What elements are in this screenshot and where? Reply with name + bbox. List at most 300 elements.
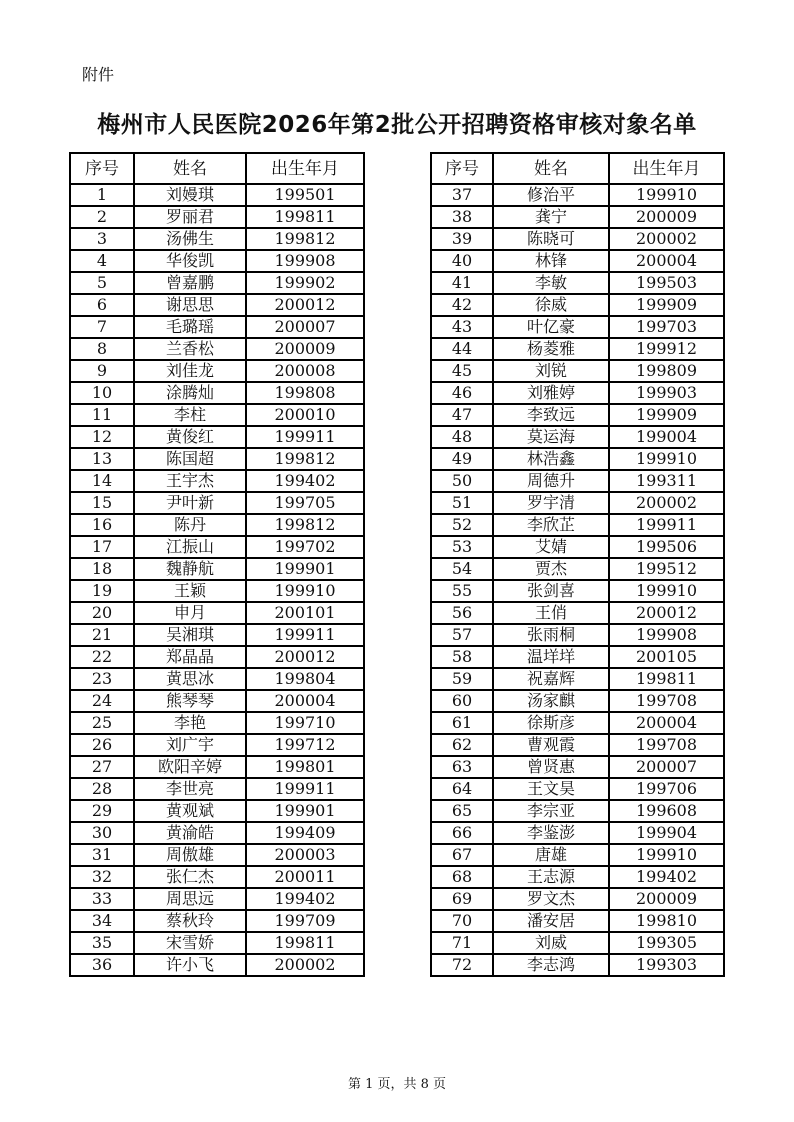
cell-birth: 199709 [246, 910, 364, 932]
cell-no: 50 [431, 470, 493, 492]
cell-name: 修治平 [493, 184, 609, 206]
cell-birth: 199703 [609, 316, 724, 338]
table-row [70, 426, 364, 448]
cell-birth: 200002 [246, 954, 364, 976]
cell-no: 59 [431, 668, 493, 690]
cell-birth: 199811 [246, 206, 364, 228]
cell-name: 徐斯彦 [493, 712, 609, 734]
cell-name: 周傲雄 [134, 844, 246, 866]
cell-name: 黄观斌 [134, 800, 246, 822]
cell-name: 艾婧 [493, 536, 609, 558]
cell-birth: 199901 [246, 558, 364, 580]
cell-birth: 200002 [609, 228, 724, 250]
cell-name: 张仁杰 [134, 866, 246, 888]
cell-name: 许小飞 [134, 954, 246, 976]
cell-birth: 199708 [609, 690, 724, 712]
cell-name: 宋雪娇 [134, 932, 246, 954]
cell-no: 17 [70, 536, 134, 558]
cell-birth: 199808 [246, 382, 364, 404]
cell-name: 张剑喜 [493, 580, 609, 602]
cell-name: 祝嘉辉 [493, 668, 609, 690]
cell-birth: 199812 [246, 514, 364, 536]
cell-no: 15 [70, 492, 134, 514]
table-row [431, 294, 724, 316]
cell-birth: 200009 [609, 206, 724, 228]
cell-birth: 199911 [246, 624, 364, 646]
cell-birth: 199904 [609, 822, 724, 844]
cell-birth: 200010 [246, 404, 364, 426]
cell-birth: 199705 [246, 492, 364, 514]
cell-no: 26 [70, 734, 134, 756]
cell-birth: 199911 [609, 514, 724, 536]
cell-no: 13 [70, 448, 134, 470]
table-row [431, 426, 724, 448]
cell-name: 刘雅婷 [493, 382, 609, 404]
cell-name: 刘佳龙 [134, 360, 246, 382]
cell-name: 周思远 [134, 888, 246, 910]
cell-birth: 199910 [609, 448, 724, 470]
cell-no: 28 [70, 778, 134, 800]
cell-name: 周德升 [493, 470, 609, 492]
cell-birth: 200105 [609, 646, 724, 668]
cell-name: 潘安居 [493, 910, 609, 932]
cell-no: 37 [431, 184, 493, 206]
table-row [431, 448, 724, 470]
cell-birth: 199810 [609, 910, 724, 932]
cell-birth: 199811 [246, 932, 364, 954]
cell-birth: 199702 [246, 536, 364, 558]
table-row [431, 602, 724, 624]
cell-name: 李宗亚 [493, 800, 609, 822]
cell-name: 陈国超 [134, 448, 246, 470]
cell-name: 尹叶新 [134, 492, 246, 514]
table-row [431, 184, 724, 206]
cell-no: 3 [70, 228, 134, 250]
cell-no: 56 [431, 602, 493, 624]
cell-birth: 200007 [609, 756, 724, 778]
cell-birth: 199608 [609, 800, 724, 822]
cell-no: 1 [70, 184, 134, 206]
attachment-label: 附件 [82, 65, 115, 84]
cell-name: 叶亿豪 [493, 316, 609, 338]
cell-birth: 199305 [609, 932, 724, 954]
cell-no: 64 [431, 778, 493, 800]
header-birth: 出生年月 [609, 153, 724, 184]
cell-no: 31 [70, 844, 134, 866]
table-row [70, 932, 364, 954]
cell-birth: 199409 [246, 822, 364, 844]
table-row [431, 382, 724, 404]
cell-name: 兰香松 [134, 338, 246, 360]
cell-name: 申月 [134, 602, 246, 624]
table-row [431, 206, 724, 228]
cell-birth: 200008 [246, 360, 364, 382]
cell-name: 王志源 [493, 866, 609, 888]
cell-birth: 200101 [246, 602, 364, 624]
cell-no: 7 [70, 316, 134, 338]
cell-name: 曾嘉鹏 [134, 272, 246, 294]
table-row [431, 228, 724, 250]
cell-no: 5 [70, 272, 134, 294]
table-row [431, 316, 724, 338]
cell-no: 18 [70, 558, 134, 580]
table-row [431, 580, 724, 602]
table-row [431, 756, 724, 778]
table-row [431, 822, 724, 844]
cell-birth: 199910 [609, 184, 724, 206]
table-row [431, 910, 724, 932]
cell-no: 41 [431, 272, 493, 294]
table-row [70, 822, 364, 844]
cell-no: 51 [431, 492, 493, 514]
cell-no: 55 [431, 580, 493, 602]
cell-birth: 199909 [609, 294, 724, 316]
cell-birth: 199712 [246, 734, 364, 756]
cell-name: 谢思思 [134, 294, 246, 316]
table-row [70, 514, 364, 536]
header-no: 序号 [431, 153, 493, 184]
table-row [70, 668, 364, 690]
cell-no: 32 [70, 866, 134, 888]
cell-name: 熊琴琴 [134, 690, 246, 712]
cell-no: 6 [70, 294, 134, 316]
cell-birth: 199812 [246, 228, 364, 250]
cell-birth: 200004 [246, 690, 364, 712]
table-row [70, 272, 364, 294]
table-row [70, 602, 364, 624]
cell-name: 华俊凯 [134, 250, 246, 272]
cell-birth: 199503 [609, 272, 724, 294]
cell-birth: 199908 [246, 250, 364, 272]
cell-birth: 199402 [246, 470, 364, 492]
table-row [431, 800, 724, 822]
cell-no: 57 [431, 624, 493, 646]
cell-birth: 199902 [246, 272, 364, 294]
table-row [431, 250, 724, 272]
cell-name: 杨菱雅 [493, 338, 609, 360]
cell-name: 张雨桐 [493, 624, 609, 646]
candidate-table-right [430, 152, 725, 977]
cell-name: 李鉴澎 [493, 822, 609, 844]
cell-name: 龚宁 [493, 206, 609, 228]
cell-birth: 199801 [246, 756, 364, 778]
cell-birth: 200004 [609, 250, 724, 272]
cell-birth: 199911 [246, 426, 364, 448]
table-row [70, 382, 364, 404]
page-title: 梅州市人民医院2026年第2批公开招聘资格审核对象名单 [97, 112, 697, 138]
cell-no: 11 [70, 404, 134, 426]
cell-birth: 200009 [609, 888, 724, 910]
table-row [431, 690, 724, 712]
cell-no: 48 [431, 426, 493, 448]
cell-no: 23 [70, 668, 134, 690]
cell-no: 72 [431, 954, 493, 976]
table-row [70, 712, 364, 734]
cell-no: 39 [431, 228, 493, 250]
cell-name: 王宇杰 [134, 470, 246, 492]
cell-name: 王俏 [493, 602, 609, 624]
cell-birth: 200011 [246, 866, 364, 888]
cell-no: 30 [70, 822, 134, 844]
cell-birth: 199910 [609, 844, 724, 866]
cell-no: 14 [70, 470, 134, 492]
table-row [431, 844, 724, 866]
header-name: 姓名 [134, 153, 246, 184]
cell-name: 汤佛生 [134, 228, 246, 250]
cell-name: 魏静航 [134, 558, 246, 580]
cell-name: 刘锐 [493, 360, 609, 382]
table-row [70, 866, 364, 888]
cell-no: 54 [431, 558, 493, 580]
cell-name: 王颖 [134, 580, 246, 602]
cell-birth: 199804 [246, 668, 364, 690]
cell-no: 33 [70, 888, 134, 910]
table-row [70, 800, 364, 822]
cell-no: 69 [431, 888, 493, 910]
table-row [70, 756, 364, 778]
cell-no: 21 [70, 624, 134, 646]
cell-birth: 199908 [609, 624, 724, 646]
cell-no: 45 [431, 360, 493, 382]
cell-name: 刘广宇 [134, 734, 246, 756]
cell-name: 王文昊 [493, 778, 609, 800]
table-row [431, 492, 724, 514]
cell-name: 李志鸿 [493, 954, 609, 976]
cell-name: 李敏 [493, 272, 609, 294]
table-row [431, 734, 724, 756]
cell-no: 34 [70, 910, 134, 932]
cell-no: 71 [431, 932, 493, 954]
cell-birth: 200002 [609, 492, 724, 514]
cell-no: 65 [431, 800, 493, 822]
cell-no: 4 [70, 250, 134, 272]
cell-name: 涂腾灿 [134, 382, 246, 404]
cell-no: 8 [70, 338, 134, 360]
cell-birth: 199501 [246, 184, 364, 206]
cell-no: 61 [431, 712, 493, 734]
cell-name: 黄思冰 [134, 668, 246, 690]
table-row [70, 646, 364, 668]
cell-name: 罗文杰 [493, 888, 609, 910]
table-row [70, 228, 364, 250]
cell-birth: 200012 [609, 602, 724, 624]
cell-name: 曾贤惠 [493, 756, 609, 778]
table-row [70, 250, 364, 272]
table-row [431, 646, 724, 668]
cell-no: 53 [431, 536, 493, 558]
table-row [70, 580, 364, 602]
page-footer: 第 1 页，共 8 页 [347, 1077, 447, 1092]
cell-no: 63 [431, 756, 493, 778]
cell-name: 曹观霞 [493, 734, 609, 756]
cell-no: 35 [70, 932, 134, 954]
table-row [431, 712, 724, 734]
table-row [70, 778, 364, 800]
cell-name: 温垟垟 [493, 646, 609, 668]
header-no: 序号 [70, 153, 134, 184]
table-row [431, 888, 724, 910]
cell-no: 9 [70, 360, 134, 382]
cell-name: 李世亮 [134, 778, 246, 800]
table-row [70, 404, 364, 426]
cell-name: 郑晶晶 [134, 646, 246, 668]
table-row [70, 470, 364, 492]
cell-no: 47 [431, 404, 493, 426]
cell-name: 欧阳辛婷 [134, 756, 246, 778]
cell-birth: 199004 [609, 426, 724, 448]
cell-name: 吴湘琪 [134, 624, 246, 646]
table-row [70, 536, 364, 558]
table-row [70, 844, 364, 866]
cell-no: 68 [431, 866, 493, 888]
table-header-row [431, 153, 724, 184]
cell-name: 刘威 [493, 932, 609, 954]
table-row [70, 184, 364, 206]
cell-birth: 199303 [609, 954, 724, 976]
table-row [431, 932, 724, 954]
cell-no: 38 [431, 206, 493, 228]
cell-name: 黄渝皓 [134, 822, 246, 844]
table-row [431, 558, 724, 580]
cell-name: 黄俊红 [134, 426, 246, 448]
cell-birth: 200012 [246, 646, 364, 668]
cell-birth: 199812 [246, 448, 364, 470]
table-row [431, 514, 724, 536]
cell-birth: 199512 [609, 558, 724, 580]
cell-name: 李艳 [134, 712, 246, 734]
table-row [70, 558, 364, 580]
cell-no: 25 [70, 712, 134, 734]
table-row [70, 294, 364, 316]
cell-no: 12 [70, 426, 134, 448]
table-row [70, 316, 364, 338]
cell-no: 52 [431, 514, 493, 536]
table-row [70, 910, 364, 932]
table-row [431, 470, 724, 492]
table-header-row [70, 153, 364, 184]
cell-name: 罗丽君 [134, 206, 246, 228]
cell-name: 李致远 [493, 404, 609, 426]
cell-birth: 200009 [246, 338, 364, 360]
cell-no: 40 [431, 250, 493, 272]
table-row [70, 734, 364, 756]
cell-name: 刘嫚琪 [134, 184, 246, 206]
cell-birth: 199811 [609, 668, 724, 690]
table-row [70, 448, 364, 470]
table-row [431, 272, 724, 294]
cell-birth: 199706 [609, 778, 724, 800]
cell-no: 67 [431, 844, 493, 866]
cell-name: 汤家麒 [493, 690, 609, 712]
cell-no: 22 [70, 646, 134, 668]
cell-birth: 199910 [246, 580, 364, 602]
cell-birth: 200004 [609, 712, 724, 734]
table-row [431, 866, 724, 888]
cell-no: 10 [70, 382, 134, 404]
table-row [431, 624, 724, 646]
candidate-table-left [69, 152, 365, 977]
cell-name: 徐威 [493, 294, 609, 316]
table-row [70, 338, 364, 360]
table-row [70, 492, 364, 514]
cell-no: 16 [70, 514, 134, 536]
cell-birth: 199911 [246, 778, 364, 800]
table-row [70, 888, 364, 910]
cell-name: 蔡秋玲 [134, 910, 246, 932]
cell-no: 66 [431, 822, 493, 844]
table-row [431, 360, 724, 382]
cell-no: 27 [70, 756, 134, 778]
cell-name: 莫运海 [493, 426, 609, 448]
cell-no: 49 [431, 448, 493, 470]
cell-birth: 199311 [609, 470, 724, 492]
cell-birth: 199506 [609, 536, 724, 558]
cell-name: 罗宇清 [493, 492, 609, 514]
cell-birth: 199901 [246, 800, 364, 822]
cell-no: 2 [70, 206, 134, 228]
cell-no: 20 [70, 602, 134, 624]
table-row [70, 690, 364, 712]
header-name: 姓名 [493, 153, 609, 184]
cell-birth: 199910 [609, 580, 724, 602]
table-row [431, 536, 724, 558]
cell-birth: 199402 [246, 888, 364, 910]
cell-no: 46 [431, 382, 493, 404]
cell-birth: 199402 [609, 866, 724, 888]
header-birth: 出生年月 [246, 153, 364, 184]
cell-no: 70 [431, 910, 493, 932]
cell-name: 李柱 [134, 404, 246, 426]
table-row [70, 360, 364, 382]
cell-no: 24 [70, 690, 134, 712]
cell-no: 58 [431, 646, 493, 668]
table-row [431, 668, 724, 690]
cell-birth: 199708 [609, 734, 724, 756]
table-row [70, 624, 364, 646]
cell-name: 江振山 [134, 536, 246, 558]
table-row [431, 778, 724, 800]
cell-no: 60 [431, 690, 493, 712]
cell-name: 贾杰 [493, 558, 609, 580]
cell-birth: 199912 [609, 338, 724, 360]
cell-no: 19 [70, 580, 134, 602]
table-row [431, 338, 724, 360]
cell-no: 44 [431, 338, 493, 360]
cell-name: 陈丹 [134, 514, 246, 536]
cell-birth: 199710 [246, 712, 364, 734]
cell-birth: 199903 [609, 382, 724, 404]
table-row [70, 954, 364, 976]
cell-no: 36 [70, 954, 134, 976]
cell-name: 李欣芷 [493, 514, 609, 536]
cell-name: 毛璐瑶 [134, 316, 246, 338]
cell-birth: 199809 [609, 360, 724, 382]
table-row [431, 954, 724, 976]
cell-birth: 200003 [246, 844, 364, 866]
cell-no: 29 [70, 800, 134, 822]
cell-name: 陈晓可 [493, 228, 609, 250]
cell-birth: 199909 [609, 404, 724, 426]
table-row [70, 206, 364, 228]
cell-birth: 200012 [246, 294, 364, 316]
cell-no: 42 [431, 294, 493, 316]
cell-name: 林浩鑫 [493, 448, 609, 470]
table-row [431, 404, 724, 426]
cell-name: 林锋 [493, 250, 609, 272]
cell-no: 62 [431, 734, 493, 756]
cell-no: 43 [431, 316, 493, 338]
cell-birth: 200007 [246, 316, 364, 338]
